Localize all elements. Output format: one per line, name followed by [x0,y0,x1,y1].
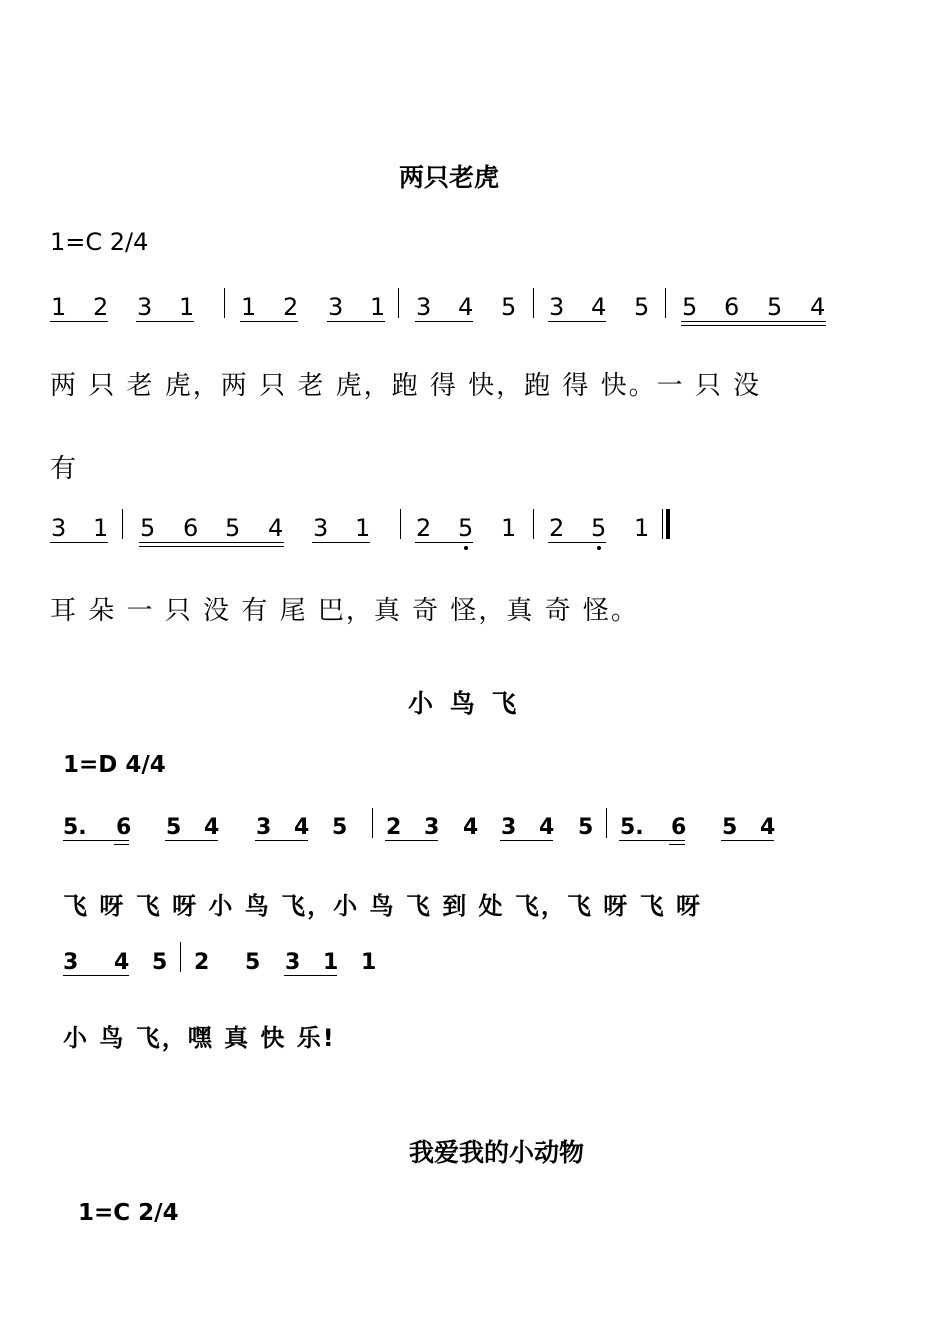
key-signature: 1=C 2/4 [78,1200,179,1226]
note: 5 [722,815,738,840]
bar-line [398,288,399,318]
beam-underline [415,542,473,543]
bar-line [372,808,373,838]
bar-line [606,808,607,838]
note: 1 [93,514,109,542]
beam-underline [385,840,438,841]
note: 5 [767,293,783,321]
note: 1 [323,950,339,975]
note: 3 [424,815,440,840]
beam-underline [63,975,129,976]
note: 5 [225,514,241,542]
note: 5 [578,815,594,840]
note: 4 [810,293,826,321]
note: 5 [501,293,517,321]
beam-underline [114,844,129,845]
note: 3 [51,514,67,542]
note: 6 [116,815,132,840]
note: 3 [63,950,79,975]
beam-underline [50,321,108,322]
note: 5 [245,950,261,975]
song-title: 小 鸟 飞 [408,689,521,718]
note: 5 [591,514,607,542]
low-octave-dot [597,546,601,550]
note: 5 [140,514,156,542]
beam-underline [139,542,284,543]
lyrics-line: 飞 呀 飞 呀 小 鸟 飞，小 鸟 飞 到 处 飞，飞 呀 飞 呀 [63,892,702,920]
note: 4 [591,293,607,321]
beam-underline [136,321,194,322]
beam-underline [255,840,308,841]
lyrics-line: 两 只 老 虎，两 只 老 虎，跑 得 快，跑 得 快。一 只 没 [50,371,762,401]
note: 1 [370,293,386,321]
note: 5 [682,293,698,321]
note: 3 [549,293,565,321]
song-title: 我爱我的小动物 [409,1138,585,1167]
note: 5 [458,514,474,542]
note: 3 [285,950,301,975]
note: 5 [166,815,182,840]
note: 1 [501,514,517,542]
note: 3 [328,293,344,321]
lyrics-line: 有 [50,454,79,484]
beam-underline [240,321,298,322]
beam-underline [681,321,826,322]
bar-line [533,288,534,318]
beam-underline [548,542,606,543]
note: 4 [463,815,479,840]
beam-underline [63,840,129,841]
note: 2 [386,815,402,840]
beam-underline [548,321,606,322]
final-bar-line-thick [666,509,670,539]
beam-underline [327,321,385,322]
note: 4 [539,815,555,840]
beam-underline [50,542,108,543]
note: 4 [458,293,474,321]
note: 1 [634,514,650,542]
beam-underline [619,840,685,841]
lyrics-line: 耳 朵 一 只 没 有 尾 巴，真 奇 怪，真 奇 怪。 [50,596,639,626]
note: 3 [416,293,432,321]
lyrics-line: 小 鸟 飞，嘿 真 快 乐! [63,1024,336,1052]
note: 2 [283,293,299,321]
final-bar-line [662,509,663,539]
note: 4 [294,815,310,840]
note: 3 [137,293,153,321]
bar-line [180,942,181,972]
note: 5 [152,950,168,975]
note: 6 [183,514,199,542]
key-signature: 1=D 4/4 [63,752,166,778]
note: 5 [332,815,348,840]
note: 6 [724,293,740,321]
beam-underline [669,844,685,845]
beam-underline [284,975,337,976]
beam-underline [165,840,218,841]
note: 3 [501,815,517,840]
song-title: 两只老虎 [399,163,500,192]
note: 5. [63,815,87,840]
beam-underline [500,840,553,841]
beam-underline [415,321,473,322]
note: 6 [671,815,687,840]
beam-underline [721,840,774,841]
note: 4 [114,950,130,975]
note: 1 [51,293,67,321]
note: 4 [760,815,776,840]
low-octave-dot [464,546,468,550]
note: 1 [179,293,195,321]
bar-line [122,509,123,539]
note: 2 [194,950,210,975]
note: 3 [256,815,272,840]
note: 5 [634,293,650,321]
note: 4 [204,815,220,840]
note: 1 [241,293,257,321]
note: 3 [313,514,329,542]
bar-line [533,509,534,539]
beam-underline [139,546,284,547]
note: 2 [549,514,565,542]
bar-line [400,509,401,539]
note: 1 [361,950,377,975]
key-signature: 1=C 2/4 [50,228,149,256]
note: 2 [416,514,432,542]
beam-underline [681,325,826,326]
note: 1 [355,514,371,542]
beam-underline [312,542,370,543]
note: 2 [93,293,109,321]
note: 5. [620,815,644,840]
bar-line [665,288,666,318]
note: 4 [268,514,284,542]
bar-line [224,288,225,318]
